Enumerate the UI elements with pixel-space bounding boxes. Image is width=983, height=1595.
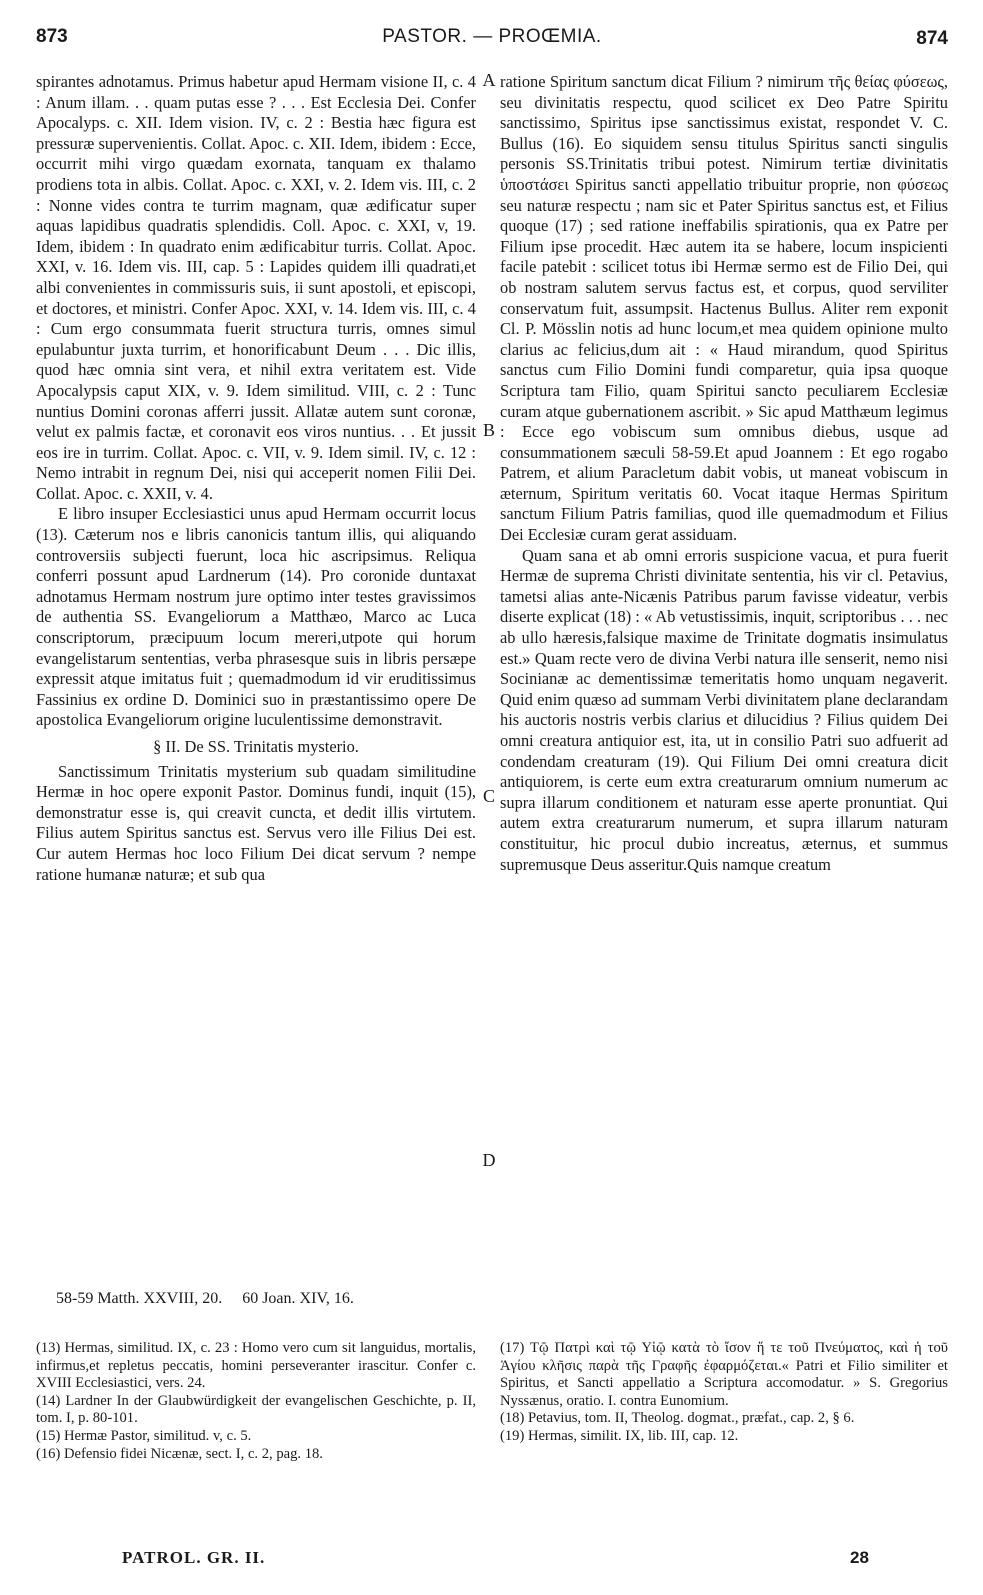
footnote-17: (17) Τῷ Πατρὶ καὶ τῷ Υἱῷ κατὰ τὸ ἴσον ἥ τε τοῦ Πνεύματος, καὶ ἡ τοῦ Ἁγίου κλῆσις παρὰ τῆς Γραφῆς ἐφαρμόζεται.« Patri et Filio similiter et Spiritus, et Sancti appellatio a Scriptura accomodatur. » S. Gregorius Nyssænus, oratio. I. contra Eunomium. xyxy=(500,1340,948,1409)
left-paragraph-3: Sanctissimum Trinitatis mysterium sub quadam similitudine Hermæ in hoc opere exponit Pastor. Dominus fundi, inquit (15), demonstratur esse is, qui creavit cuncta, et dedit illis virtutem. Filius autem Spiritus sanctus est. Servus vero ille Filius Dei est. Cur autem Hermas hoc loco Filium Dei dicat servum ? nempe ratione humanæ naturæ; et sub qua xyxy=(36,761,476,884)
footnotes-right xyxy=(500,1340,948,1446)
verse-note-60: 60 Joan. XIV, 16. xyxy=(242,1290,354,1307)
left-column xyxy=(36,72,476,885)
footnote-19: (19) Hermas, similit. IX, lib. III, cap. 12. xyxy=(500,1427,739,1444)
footnote-13: (13) Hermas, similitud. IX, c. 23 : Homo vero cum sit languidus, mortalis, infirmus,et repletus peccatis, homini perseveranter irascitur. Confer c. XVIII Ecclesiastici, vers. 24. xyxy=(36,1340,476,1392)
margin-markers xyxy=(478,70,500,1170)
left-paragraph-2: E libro insuper Ecclesiastici unus apud Hermam occurrit locus (13). Cæterum nos e libris canonicis tantum illis, qui aliquando controversiis subjecti fuerunt, loca hic ascripsimus. Reliqua conferri possunt apud Lardnerum (14). Pro coronide duntaxat adnotamus Hermam nostrum jure optimo inter testes gravissimos de authentia SS. Evangeliorum a Matthæo, Marco ac Luca conscriptorum, præcipuum locum mereri,utpote qui horum evangelistarum sententias, verba phrasesque suis in libris persæpe expressit atque imitatus fuit ; quemadmodum id vir eruditissimus Fassinius ex ordine D. Dominici suo in præstantissimo opere De apostolica Evangeliorum origine luculentissime demonstravit. xyxy=(36,504,476,730)
gathering-number: 28 xyxy=(850,1548,869,1567)
section-heading: § II. De SS. Trinitatis mysterio. xyxy=(153,737,359,756)
page-number-left: 873 xyxy=(36,26,68,47)
running-title: PASTOR. — PROŒMIA. xyxy=(382,26,602,47)
margin-marker-c: C xyxy=(482,786,495,806)
verse-notes xyxy=(56,1290,354,1308)
page-number-right: 874 xyxy=(916,28,948,49)
footnote-16: (16) Defensio fidei Nicænæ, sect. I, c. 2, pag. 18. xyxy=(36,1445,323,1462)
margin-marker-d: D xyxy=(482,1150,496,1170)
footnotes-left xyxy=(36,1340,476,1463)
signature-mark: PATROL. GR. II. xyxy=(122,1548,266,1567)
right-column xyxy=(500,72,948,875)
left-paragraph-1: spirantes adnotamus. Primus habetur apud Hermam visione II, c. 4 : Anum illam. . . quam putas esse ? . . . Est Ecclesia Dei. Confer Apocalyps. c. XII. Idem vision. IV, c. 2 : Bestia hæc figura est pressuræ supervenientis. Collat. Apoc. c. XII. Idem, ibidem : Ecce, occurrit mihi virgo quædam exornata, tanquam ex thalamo prodiens tota in albis. Collat. Apoc. c. XXI, v. 2. Idem vis. III, c. 2 : Nonne vides contra te turrim magnam, quæ ædificatur super aquas lapidibus quadratis splendidis. Coll. Apoc. c. XXI, v, 19. Idem, ibidem : In quadrato enim ædificabitur turris. Collat. Apoc. XXI, v. 16. Idem vis. III, cap. 5 : Lapides quidem illi quadrati,et albi convenientes in commissuris suis, ii sunt apostoli, et episcopi, et doctores, et ministri. Confer Apoc. XXI, v. 14. Idem vis. III, c. 4 : Cum ergo consummata fuerit structura turris, omnes simul epulabuntur juxta turrim, et honorificabunt Deum . . . Dic illis, quod hæc omnia sint vera, et nihil extra veritatem est. Vide Apocalypsis caput XIX, v. 9. Idem similitud. VIII, c. 2 : Tunc nuntius Domini coronas afferri jussit. Allatæ autem sunt coronæ, velut ex palmis factæ, et coronavit eos viros nuntius. . . Et jussit eos ire in turrim. Collat. Apoc. c. VII, v. 9. Idem simil. IV, c. 12 : Nemo intrabit in regnum Dei, nisi qui acceperit nomen Filii Dei. Collat. Apoc. c. XXII, v. 4. xyxy=(36,72,476,503)
margin-marker-a: A xyxy=(482,70,496,90)
margin-marker-b: B xyxy=(482,420,495,440)
footnote-14: (14) Lardner In der Glaubwürdigkeit der evangelischen Geschichte, p. II, tom. I, p. 80-101. xyxy=(36,1392,476,1427)
footnote-15: (15) Hermæ Pastor, similitud. v, c. 5. xyxy=(36,1427,252,1444)
right-paragraph-2: Quam sana et ab omni erroris suspicione vacua, et pura fuerit Hermæ de suprema Christi divinitate sententia, his vir cl. Petavius, tametsi alias ante-Nicænis Patribus parum favisse videatur, verbis diserte explicat (18) : « Ab vetustissimis, inquit, scriptoribus . . . nec ab ullo hæresis,falsique maxime de Trinitate dogmatis insimulatus est.» Quam recte vero de divina Verbi natura ille senserit, nemo nisi Socinianæ ac dementissimæ temeritatis homo unquam negaverit. Quid enim quæso ad summam Verbi divinitatem plane declarandam his auctoris nostris verbis clarius et dilucidius ? Filius quidem Dei omni creatura antiquior est, ita, ut in consilio Patri suo adfuerit ad condendam creaturam (19). Qui Filium Dei omni creatura dicit antiquiorem, is certe eum extra creaturarum omnium numerum ac supra illarum conditionem et naturam esse aperte pronuntiat. Qui autem extra creaturarum numerum, et supra illarum naturam constituitur, hic procul dubio increatus, æternus, et summus supremusque Deus asseritur.Quis namque creatum xyxy=(500,545,948,874)
right-paragraph-1: ratione Spiritum sanctum dicat Filium ? nimirum τῆς θείας φύσεως, seu divinitatis respectu, quod scilicet ex Deo Patre Spiritu sanctissimo, Spiritus ipse sanctissimus existat, respondet V. C. Bullus (16). Eo siquidem sensu titulus Spiritus sancti singulis personis SS.Trinitatis tribui potest. Nimirum tertiæ divinitatis ὑποστάσει Spiritus sancti appellatio tribuitur proprie, non φύσεως seu naturæ respectu ; nam sic et Pater Spiritus sanctus est, et Filius quoque (17) ; sed ratione ineffabilis spirationis, qua ex Patre per Filium ipse procedit. Hæc autem ita se habere, locum inspicienti facile patebit : scilicet totus ibi Hermæ sermo est de Filio Dei, qui ob nostram salutem servus factus est, et corpus, quod serviliter conservatum fuit, assumpsit. Hactenus Bullus. Aliter rem exponit Cl. P. Mösslin notis ad hunc locum,et mea quidem opinione multo clarius ac felicius,dum ait : « Haud mirandum, quod Spiritus sanctus cum Filio Domini fundi comparetur, quia ipsa quoque Scriptura tam Filio, quam Spiritui sancto peculiarem Ecclesiæ curam atque gubernationem ascribit. » Sic apud Matthæum legimus : Ecce ego vobiscum sum omnibus diebus, usque ad consummationem sæculi 58-59.Et apud Joannem : Et ego rogabo Patrem, et alium Paracletum dabit vobis, ut maneat vobiscum in æternum, Spiritum veritatis 60. Vocat itaque Hermas Spiritum sanctum Filium Patris familias, quod ille quemadmodum et Filius Dei Ecclesiæ curam gerat assiduam. xyxy=(500,72,948,545)
footnote-18: (18) Petavius, tom. II, Theolog. dogmat., præfat., cap. 2, § 6. xyxy=(500,1410,855,1427)
page-header xyxy=(36,18,948,58)
verse-note-58-59: 58-59 Matth. XXVIII, 20. xyxy=(56,1290,223,1307)
